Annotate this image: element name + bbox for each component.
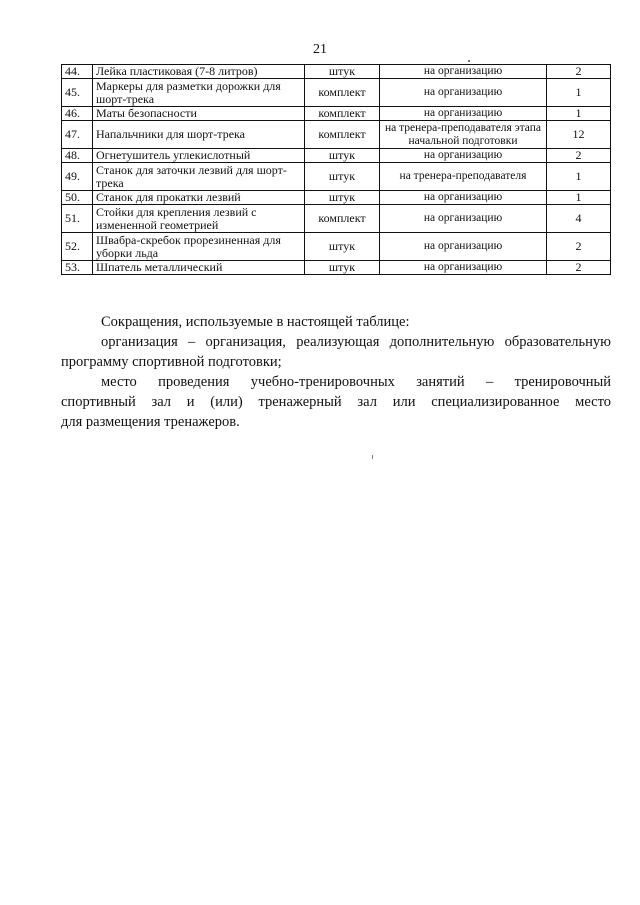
definition-organization-line: программу спортивной подготовки;: [61, 354, 282, 370]
row-number: 44.: [62, 65, 93, 79]
definition-organization-line: организация – организация, реализующая дополнительную образовательную: [101, 334, 611, 350]
abbreviations-heading: Сокращения, используемые в настоящей таблице:: [101, 314, 410, 330]
calculation-unit: на тренера-преподавателя: [380, 163, 547, 191]
calculation-unit: на организацию: [380, 65, 547, 79]
unit: комплект: [305, 121, 380, 149]
calculation-unit: на организацию: [380, 261, 547, 275]
item-name: Станок для прокатки лезвий: [93, 191, 305, 205]
item-name: Маты безопасности: [93, 107, 305, 121]
quantity: 2: [547, 65, 611, 79]
row-number: 49.: [62, 163, 93, 191]
row-number: 50.: [62, 191, 93, 205]
table-row: [62, 79, 611, 107]
table-row: [62, 261, 611, 275]
row-number: 51.: [62, 205, 93, 233]
table-row: [62, 65, 611, 79]
item-name: Стойки для крепления лезвий с измененной геометрией: [93, 205, 305, 233]
row-number: 47.: [62, 121, 93, 149]
definition-place-line: место проведения учебно-тренировочных занятий – тренировочный: [101, 374, 611, 390]
quantity: 2: [547, 233, 611, 261]
row-number: 48.: [62, 149, 93, 163]
calculation-unit: на организацию: [380, 205, 547, 233]
page-number: 21: [313, 42, 327, 57]
quantity: 1: [547, 79, 611, 107]
unit: комплект: [305, 79, 380, 107]
scan-speck: [468, 60, 470, 62]
calculation-unit: на организацию: [380, 79, 547, 107]
calculation-unit: на организацию: [380, 233, 547, 261]
unit: штук: [305, 261, 380, 275]
unit: штук: [305, 163, 380, 191]
table-row: [62, 233, 611, 261]
unit: комплект: [305, 205, 380, 233]
row-number: 52.: [62, 233, 93, 261]
item-name: Лейка пластиковая (7-8 литров): [93, 65, 305, 79]
table-row: [62, 149, 611, 163]
item-name: Шпатель металлический: [93, 261, 305, 275]
calculation-unit: на организацию: [380, 149, 547, 163]
abbreviations-section: [61, 312, 611, 432]
table-row: [62, 191, 611, 205]
row-number: 53.: [62, 261, 93, 275]
calculation-unit: на тренера-преподавателя этапа начальной подготовки: [380, 121, 547, 149]
equipment-table: [61, 64, 611, 275]
unit: штук: [305, 191, 380, 205]
item-name: Швабра-скребок прорезиненная для уборки льда: [93, 233, 305, 261]
quantity: 12: [547, 121, 611, 149]
calculation-unit: на организацию: [380, 191, 547, 205]
scan-speck: [372, 455, 373, 459]
quantity: 2: [547, 149, 611, 163]
row-number: 45.: [62, 79, 93, 107]
definition-place-line: для размещения тренажеров.: [61, 414, 240, 430]
unit: штук: [305, 65, 380, 79]
table-row: [62, 121, 611, 149]
quantity: 4: [547, 205, 611, 233]
table-row: [62, 205, 611, 233]
row-number: 46.: [62, 107, 93, 121]
quantity: 1: [547, 191, 611, 205]
quantity: 1: [547, 107, 611, 121]
unit: штук: [305, 149, 380, 163]
item-name: Маркеры для разметки дорожки для шорт-трека: [93, 79, 305, 107]
unit: штук: [305, 233, 380, 261]
item-name: Станок для заточки лезвий для шорт-трека: [93, 163, 305, 191]
item-name: Напальчники для шорт-трека: [93, 121, 305, 149]
definition-place-line: спортивный зал и (или) тренажерный зал или специализированное место: [61, 394, 611, 410]
quantity: 1: [547, 163, 611, 191]
unit: комплект: [305, 107, 380, 121]
table-row: [62, 163, 611, 191]
item-name: Огнетушитель углекислотный: [93, 149, 305, 163]
calculation-unit: на организацию: [380, 107, 547, 121]
table-row: [62, 107, 611, 121]
quantity: 2: [547, 261, 611, 275]
